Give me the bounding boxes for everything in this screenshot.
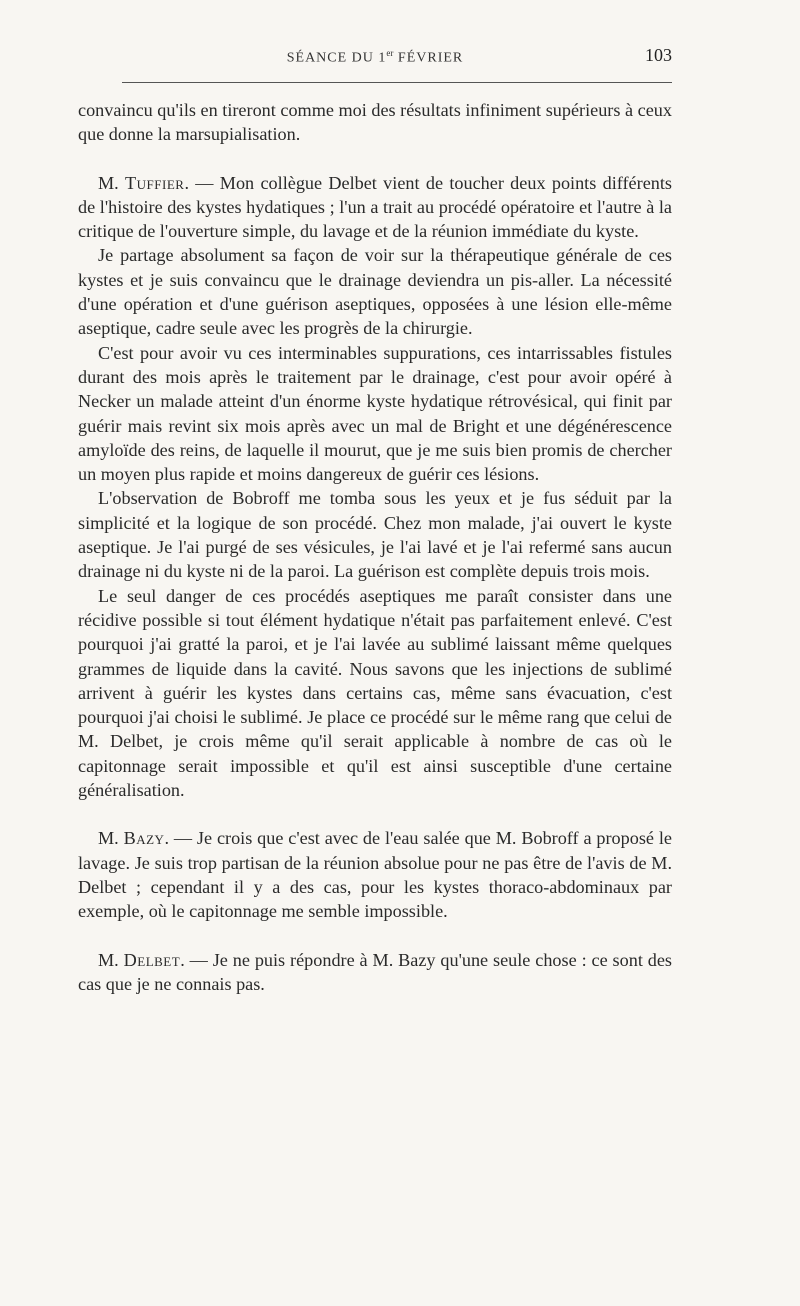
paragraph-therapeutique — [78, 243, 672, 340]
running-title-suffix: FÉVRIER — [393, 50, 464, 66]
speaker-name-bazy: Bazy — [123, 828, 165, 849]
running-title-prefix: SÉANCE DU 1 — [286, 50, 387, 66]
paragraph-text: Je partage absolument sa façon de voir sur la thérapeutique générale de ces kystes et je suis convaincu que le drainage deviendra un pis-aller. La nécessité d'une opération et d'une guérison aseptiques, opposées à une lésion elle-même aseptique, cadre seule avec les progrès de la chirurgie. — [78, 245, 672, 339]
body-text — [78, 98, 672, 996]
paragraph-delbet — [78, 948, 672, 997]
paragraph-bazy — [78, 826, 672, 923]
speaker-title: M. — [98, 828, 119, 849]
paragraph-tuffier — [78, 171, 672, 244]
paragraph-bobroff — [78, 486, 672, 583]
running-title — [78, 48, 672, 67]
speaker-name-tuffier: Tuffier — [125, 172, 185, 193]
speaker-title: M. — [98, 172, 119, 193]
paragraph-text: Le seul danger de ces procédés aseptiques me paraît consister dans une récidive possible si tout élément hydatique n'était pas parfaitement enlevé. C'est pourquoi j'ai gratté la paroi, et je l'ai lavée au sublimé laissant même quelques grammes de liquide dans la cavité. Nous savons que les injections de sublimé arrivent à guérir les kystes dans certains cas, même sans évacuation, c'est pourquoi j'ai choisi le sublimé. Je place ce procédé sur le même rang que celui de M. Delbet, je crois même qu'il serait applicable à nombre de cas où le capitonnage serait impossible et qu'il est ainsi susceptible d'une certaine généralisation. — [78, 585, 672, 801]
page-number: 103 — [645, 45, 672, 65]
paragraph-text: C'est pour avoir vu ces interminables suppurations, ces intarrissables fistules durant des mois après le traitement par le drainage, c'est pour avoir opéré à Necker un malade atteint d'un énorme kyste hydatique rétrovésical, qui finit par guérir mais revint six mois après avec un mal de Bright et une dégénérescence amyloïde des reins, de laquelle il mourut, que je me suis bien promis de chercher un moyen plus rapide et moins dangereux de guérir ces lésions. — [78, 342, 672, 485]
header-rule-gap — [78, 82, 122, 83]
paragraph-danger — [78, 584, 672, 803]
paragraph-text: . — Je ne puis répondre à M. Bazy qu'une seule chose : ce sont des cas que je ne connais pas. — [78, 949, 673, 994]
paragraph-text: L'observation de Bobroff me tomba sous les yeux et je fus séduit par la simplicité et la logique de son procédé. Chez mon malade, j'ai ouvert le kyste aseptique. Je l'ai purgé de ses vésicules, je l'ai lavé et je l'ai refermé sans aucun drainage ni du kyste ni de la paroi. La guérison est complète depuis trois mois. — [78, 488, 672, 582]
paragraph-continuation — [78, 98, 672, 147]
speaker-title: M. — [98, 949, 119, 970]
paragraph-suppurations — [78, 341, 672, 487]
paragraph-text: . — Je crois que c'est avec de l'eau salée que M. Bobroff a proposé le lavage. Je suis trop partisan de la réunion absolue pour ne pas être de l'avis de M. Delbet ; cependant il y a des cas, pour les kystes thoraco-abdominaux par exemple, où le capitonnage me semble impossible. — [78, 828, 672, 922]
paragraph-text: convaincu qu'ils en tireront comme moi des résultats infiniment supérieurs à ceux que donne la marsupialisation. — [78, 100, 672, 145]
running-title-superscript: er — [386, 48, 394, 58]
speaker-name-delbet: Delbet — [123, 949, 181, 970]
header-rule — [78, 82, 672, 83]
page-header — [78, 44, 672, 74]
paragraph-text: . — Mon collègue Delbet vient de toucher deux points différents de l'histoire des kystes hydatiques ; l'un a trait au procédé opératoire et l'autre à la critique de l'ouverture simple, du lavage et de la réunion immédiate du kyste. — [78, 172, 672, 242]
